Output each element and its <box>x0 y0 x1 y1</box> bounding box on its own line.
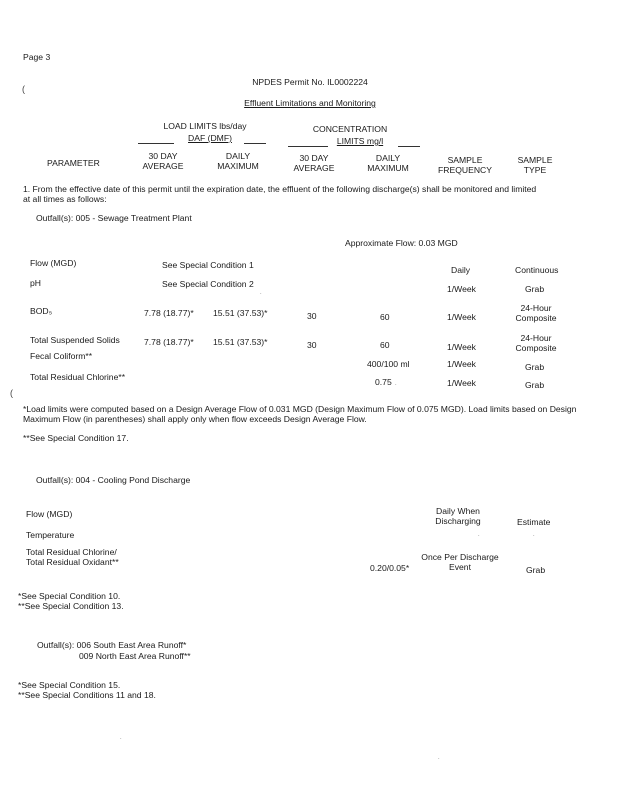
parameter-header: PARAMETER <box>47 158 100 168</box>
intro-paragraph: 1. From the effective date of this permit until the expiration date, the effluent of the following discharge(s) shall be monitored and limited at all times as follows: <box>23 184 537 204</box>
scan-speck: · <box>478 533 480 539</box>
outfall-004-note1: *See Special Condition 10. <box>18 591 121 601</box>
coliform-type: Grab <box>525 362 545 372</box>
flow-type: Continuous <box>515 265 559 275</box>
chlorine-oxidant-conc-max: 0.20/0.05* <box>370 563 410 573</box>
tss-load-max: 15.51 (37.53)* <box>213 337 268 347</box>
outfall-004-note2: **See Special Condition 13. <box>18 601 124 611</box>
blank-line <box>398 146 420 147</box>
scan-speck: · <box>260 291 262 297</box>
outfall-006-label: Outfall(s): 006 South East Area Runoff* <box>37 640 187 650</box>
scan-speck: · <box>120 736 122 742</box>
outfall-006-note2: **See Special Conditions 11 and 18. <box>18 690 156 700</box>
load-30day-avg-header: 30 DAY AVERAGE <box>142 151 184 171</box>
approximate-flow: Approximate Flow: 0.03 MGD <box>345 238 458 248</box>
scan-mark: ( <box>10 388 13 398</box>
conc-daily-max-header: DAILY MAXIMUM <box>367 153 409 173</box>
scan-speck: · <box>438 756 440 762</box>
bod-conc-avg: 30 <box>307 311 317 321</box>
bod-load-avg: 7.78 (18.77)* <box>144 308 194 318</box>
blank-line <box>138 143 174 144</box>
tss-type: 24-Hour Composite <box>515 333 557 353</box>
special-condition-note: **See Special Condition 17. <box>23 433 129 443</box>
load-limits-header: LOAD LIMITS lbs/day <box>163 121 247 131</box>
chlorine-type: Grab <box>525 380 545 390</box>
ph-frequency: 1/Week <box>447 284 476 294</box>
param-tss: Total Suspended Solids <box>30 335 120 345</box>
param-chlorine-oxidant: Total Residual Chlorine/ Total Residual Oxidant** <box>26 547 119 567</box>
flow-004-type: Estimate <box>517 517 551 527</box>
param-fecal-coliform: Fecal Coliform** <box>30 351 93 361</box>
tss-conc-avg: 30 <box>307 340 317 350</box>
ph-type: Grab <box>525 284 545 294</box>
param-bod: BOD₅ <box>30 306 53 316</box>
bod-type: 24-Hour Composite <box>515 303 557 323</box>
flow-condition: See Special Condition 1 <box>162 260 254 270</box>
sample-frequency-header: SAMPLE FREQUENCY <box>438 155 492 175</box>
concentration-subheader: LIMITS mg/l <box>336 136 384 146</box>
chlorine-oxidant-frequency: Once Per Discharge Event <box>421 552 499 572</box>
param-flow-004: Flow (MGD) <box>26 509 73 519</box>
flow-004-frequency: Daily When Discharging <box>435 506 481 526</box>
ph-condition: See Special Condition 2 <box>162 279 254 289</box>
tss-frequency: 1/Week <box>447 342 476 352</box>
bod-conc-max: 60 <box>380 312 390 322</box>
scan-speck: · <box>533 533 535 539</box>
load-daily-max-header: DAILY MAXIMUM <box>217 151 259 171</box>
blank-line <box>288 146 328 147</box>
section-title: Effluent Limitations and Monitoring <box>244 98 376 108</box>
outfall-004-label: Outfall(s): 004 - Cooling Pond Discharge <box>36 475 191 485</box>
param-flow: Flow (MGD) <box>30 258 77 268</box>
scan-mark: ( <box>22 84 25 94</box>
bod-frequency: 1/Week <box>447 312 476 322</box>
flow-frequency: Daily <box>451 265 471 275</box>
outfall-006-note1: *See Special Condition 15. <box>18 680 121 690</box>
param-temperature: Temperature <box>26 530 75 540</box>
conc-30day-avg-header: 30 DAY AVERAGE <box>293 153 335 173</box>
param-ph: pH <box>30 278 41 288</box>
blank-line <box>244 143 266 144</box>
page-number: Page 3 <box>23 52 51 62</box>
outfall-005-label: Outfall(s): 005 - Sewage Treatment Plant <box>36 213 192 223</box>
coliform-frequency: 1/Week <box>447 359 476 369</box>
bod-load-max: 15.51 (37.53)* <box>213 308 268 318</box>
concentration-header: CONCENTRATION <box>312 124 388 134</box>
coliform-conc-max: 400/100 ml <box>367 359 410 369</box>
sample-type-header: SAMPLE TYPE <box>517 155 553 175</box>
load-limits-footnote: *Load limits were computed based on a Design Average Flow of 0.031 MGD (Design Maximum Flow of 0.075 MGD). Load limits based on Design Maximum Flow (in parentheses) shall apply only when flow exceeds Design Average Flow. <box>23 404 577 424</box>
chlorine-conc-max: 0.75 <box>375 377 392 387</box>
load-limits-subheader: DAF (DMF) <box>188 133 232 143</box>
outfall-009-label: 009 North East Area Runoff** <box>79 651 191 661</box>
permit-title: NPDES Permit No. IL0002224 <box>252 77 368 87</box>
tss-conc-max: 60 <box>380 340 390 350</box>
scan-speck: · <box>395 382 397 388</box>
chlorine-oxidant-type: Grab <box>526 565 546 575</box>
param-total-residual-chlorine: Total Residual Chlorine** <box>30 372 126 382</box>
chlorine-frequency: 1/Week <box>447 378 476 388</box>
tss-load-avg: 7.78 (18.77)* <box>144 337 194 347</box>
